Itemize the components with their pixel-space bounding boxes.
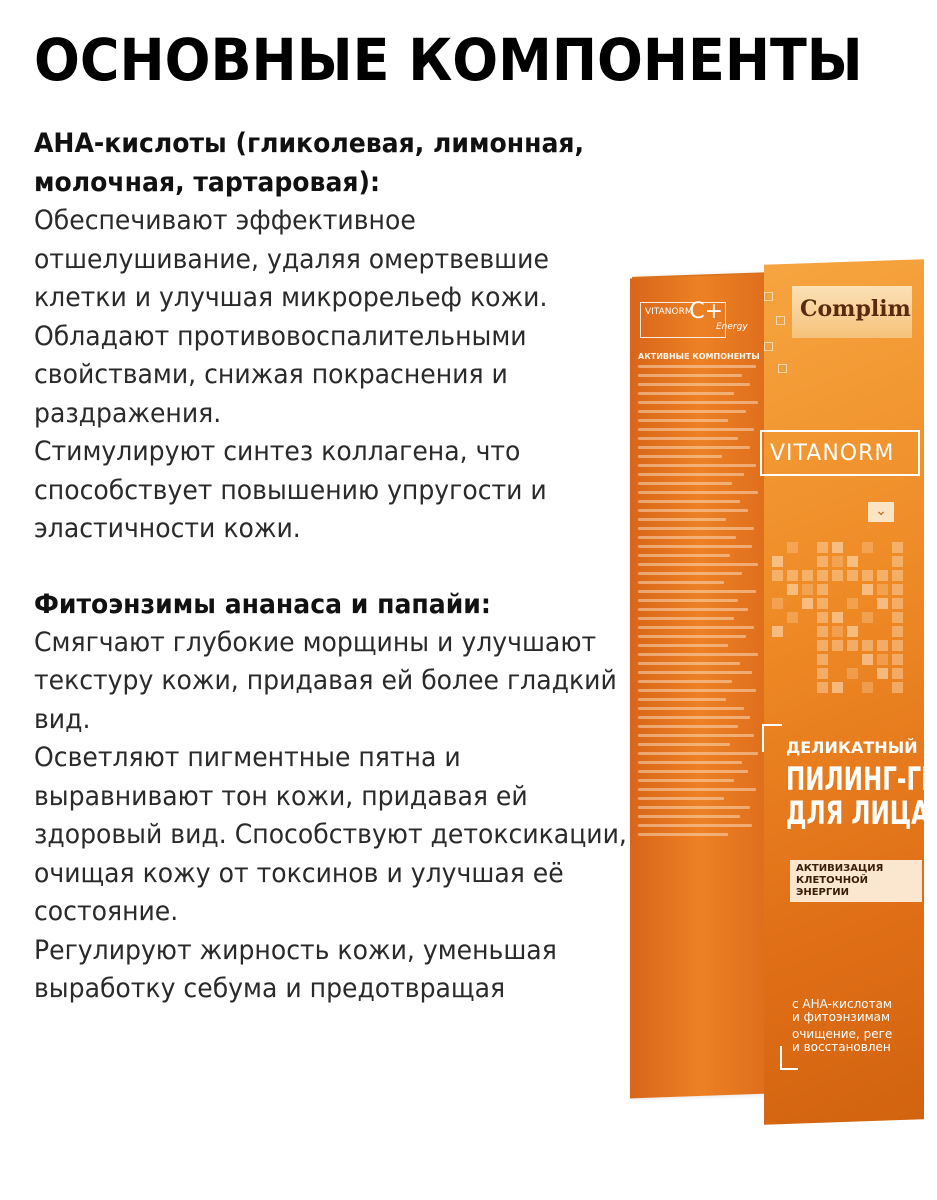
corner-accent (780, 1046, 798, 1070)
fine-print-line (638, 554, 730, 557)
side-ingredients-list (638, 352, 762, 842)
fine-print-line (638, 401, 758, 404)
pixel-square (862, 654, 873, 665)
pixel-square (802, 598, 813, 609)
series-logo-large: VITANORM (760, 430, 920, 476)
fine-print-line (638, 536, 736, 539)
fine-print-line (638, 824, 752, 827)
pixel-square (892, 542, 903, 553)
benefit-claim (792, 1028, 892, 1054)
fine-print-line (638, 608, 748, 611)
fine-print-line (638, 662, 740, 665)
pixel-square (787, 612, 798, 623)
pixel-square (772, 626, 783, 637)
pixel-square (892, 626, 903, 637)
section-paragraph: Обладают противовоспалительными свойствами, снижая покраснения и раздражения. (34, 320, 527, 429)
section-paragraph: Смягчают глубокие морщины и улучшают текстуру кожи, придавая ей более гладкий вид. (34, 626, 617, 735)
fine-print-line (638, 500, 740, 503)
pixel-square (847, 626, 858, 637)
fine-print-line (638, 626, 754, 629)
fine-print-line (638, 464, 756, 467)
fine-print-line (638, 581, 724, 584)
pixel-square (877, 584, 888, 595)
activation-badge: АКТИВИЗАЦИЯ КЛЕТОЧНОЙ ЭНЕРГИИ (790, 860, 922, 902)
pixel-square (817, 542, 828, 553)
pixel-square (802, 570, 813, 581)
pixel-square (862, 612, 873, 623)
pixel-square (817, 612, 828, 623)
pixel-square (877, 598, 888, 609)
pixel-square (817, 654, 828, 665)
ingredients-text (34, 124, 627, 1045)
fine-print-line (638, 455, 722, 458)
benefit-claim-line: и восстановлен (792, 1040, 891, 1054)
aha-claim-line: с AHA-кислотам (792, 997, 892, 1011)
product-descriptor: ДЕЛИКАТНЫЙ (786, 738, 918, 757)
section-aha-acids (34, 124, 624, 549)
pixel-square (772, 556, 783, 567)
section-paragraph: Регулируют жирность кожи, уменьшая выработку себума и предотвращая (34, 934, 557, 1004)
fine-print-line (638, 374, 742, 377)
pixel-square (817, 570, 828, 581)
section-heading: AHA-кислоты (гликолевая, лимонная, молочная, тартаровая): (34, 128, 585, 198)
fine-print-line (638, 716, 750, 719)
pixel-square (817, 626, 828, 637)
pixel-square (817, 556, 828, 567)
pixel-square (832, 682, 843, 693)
pixel-square (817, 640, 828, 651)
decor-square (778, 364, 787, 373)
fine-print-line (638, 671, 752, 674)
pixel-square (817, 598, 828, 609)
pixel-square (787, 570, 798, 581)
pixel-square (877, 570, 888, 581)
fine-print-line (638, 590, 756, 593)
pixel-square (847, 668, 858, 679)
active-components-label: АКТИВНЫЕ КОМПОНЕНТЫ (638, 352, 760, 361)
fine-print-line (638, 509, 748, 512)
pixel-square (817, 682, 828, 693)
product-name (786, 762, 937, 830)
fine-print-line (638, 599, 738, 602)
decor-square (776, 316, 785, 325)
fine-print-line (638, 437, 738, 440)
fine-print-line (638, 392, 734, 395)
fine-print-line (638, 428, 754, 431)
fine-print-line (638, 833, 728, 836)
fine-print-line (638, 563, 758, 566)
decor-square (764, 292, 773, 301)
pixel-square (892, 668, 903, 679)
fine-print-line (638, 527, 754, 530)
pixel-square (832, 570, 843, 581)
product-name-line: ПИЛИНГ-ГЕ (786, 760, 937, 798)
aha-claim (792, 998, 892, 1024)
fine-print-line (638, 698, 726, 701)
pixel-square (847, 570, 858, 581)
pixel-square (832, 542, 843, 553)
fine-print-line (638, 725, 738, 728)
pixel-square (847, 556, 858, 567)
pixel-square (862, 682, 873, 693)
fine-print-line (638, 734, 754, 737)
fine-print-line (638, 572, 742, 575)
corner-accent (762, 724, 782, 752)
pixel-square (892, 598, 903, 609)
pixel-square (862, 570, 873, 581)
fine-print-line (638, 680, 732, 683)
aha-claim-line: и фитоэнзимам (792, 1010, 891, 1024)
fine-print-line (638, 365, 756, 368)
product-box-image (612, 262, 937, 1122)
fine-print-line (638, 473, 744, 476)
pixel-square (832, 612, 843, 623)
page-title: ОСНОВНЫЕ КОМПОНЕНТЫ (34, 26, 863, 94)
fine-print-line (638, 410, 746, 413)
fine-print-line (638, 446, 750, 449)
pixel-pattern (772, 542, 912, 702)
pixel-square (862, 584, 873, 595)
product-name-line: ДЛЯ ЛИЦА (786, 794, 929, 832)
section-heading: Фитоэнзимы ананаса и папайи: (34, 588, 491, 620)
benefit-claim-line: очищение, реге (792, 1027, 893, 1041)
pixel-square (892, 654, 903, 665)
pixel-square (832, 626, 843, 637)
fine-print (638, 365, 762, 836)
pixel-square (892, 640, 903, 651)
pixel-square (892, 612, 903, 623)
energy-label: Energy (716, 322, 748, 332)
fine-print-line (638, 779, 734, 782)
fine-print-line (638, 491, 758, 494)
fine-print-line (638, 419, 728, 422)
pixel-square (892, 570, 903, 581)
pixel-square (787, 584, 798, 595)
pixel-square (877, 668, 888, 679)
pixel-square (772, 598, 783, 609)
fine-print-line (638, 518, 726, 521)
fine-print-line (638, 707, 744, 710)
pixel-square (892, 556, 903, 567)
fine-print-line (638, 743, 730, 746)
pixel-square (832, 556, 843, 567)
pixel-square (892, 584, 903, 595)
pixel-square (862, 640, 873, 651)
section-paragraph: Обеспечивают эффективное отшелушивание, удаляя омертвевшие клетки и улучшая микрорельеф кожи. (34, 205, 549, 313)
pixel-square (847, 640, 858, 651)
section-paragraph: Осветляют пигментные пятна и выравнивают тон кожи, придавая ей здоровый вид. Способствуют детоксикации, очищая кожу от токсинов и улучшая её состояние. (34, 742, 627, 927)
pixel-square (817, 668, 828, 679)
fine-print-line (638, 752, 758, 755)
fine-print-line (638, 617, 734, 620)
pixel-square (832, 640, 843, 651)
fine-print-line (638, 770, 748, 773)
pixel-square (772, 570, 783, 581)
section-paragraph: Стимулируют синтез коллагена, что способствует повышению упругости и эластичности кожи. (34, 436, 547, 544)
brand-logo: Complim (800, 296, 911, 322)
pixel-square (817, 584, 828, 595)
pixel-square (802, 584, 813, 595)
fine-print-line (638, 761, 742, 764)
fine-print-line (638, 383, 750, 386)
fine-print-line (638, 653, 758, 656)
chevron-down-icon: ⌄ (868, 502, 894, 522)
fine-print-line (638, 806, 750, 809)
pixel-square (847, 598, 858, 609)
fine-print-line (638, 689, 756, 692)
fine-print-line (638, 788, 756, 791)
series-logo-small-c: C+ (689, 299, 723, 324)
fine-print-line (638, 635, 746, 638)
fine-print-line (638, 815, 740, 818)
series-logo-small (640, 299, 726, 338)
decorative-squares (760, 286, 790, 376)
fine-print-line (638, 644, 728, 647)
decor-square (764, 342, 773, 351)
pixel-square (892, 682, 903, 693)
fine-print-line (638, 797, 724, 800)
series-logo-small-text: VITANORM (645, 307, 693, 317)
fine-print-line (638, 545, 752, 548)
pixel-square (787, 542, 798, 553)
fine-print-line (638, 482, 732, 485)
pixel-square (877, 654, 888, 665)
section-phytoenzymes (34, 585, 627, 1009)
pixel-square (877, 640, 888, 651)
pixel-square (862, 542, 873, 553)
